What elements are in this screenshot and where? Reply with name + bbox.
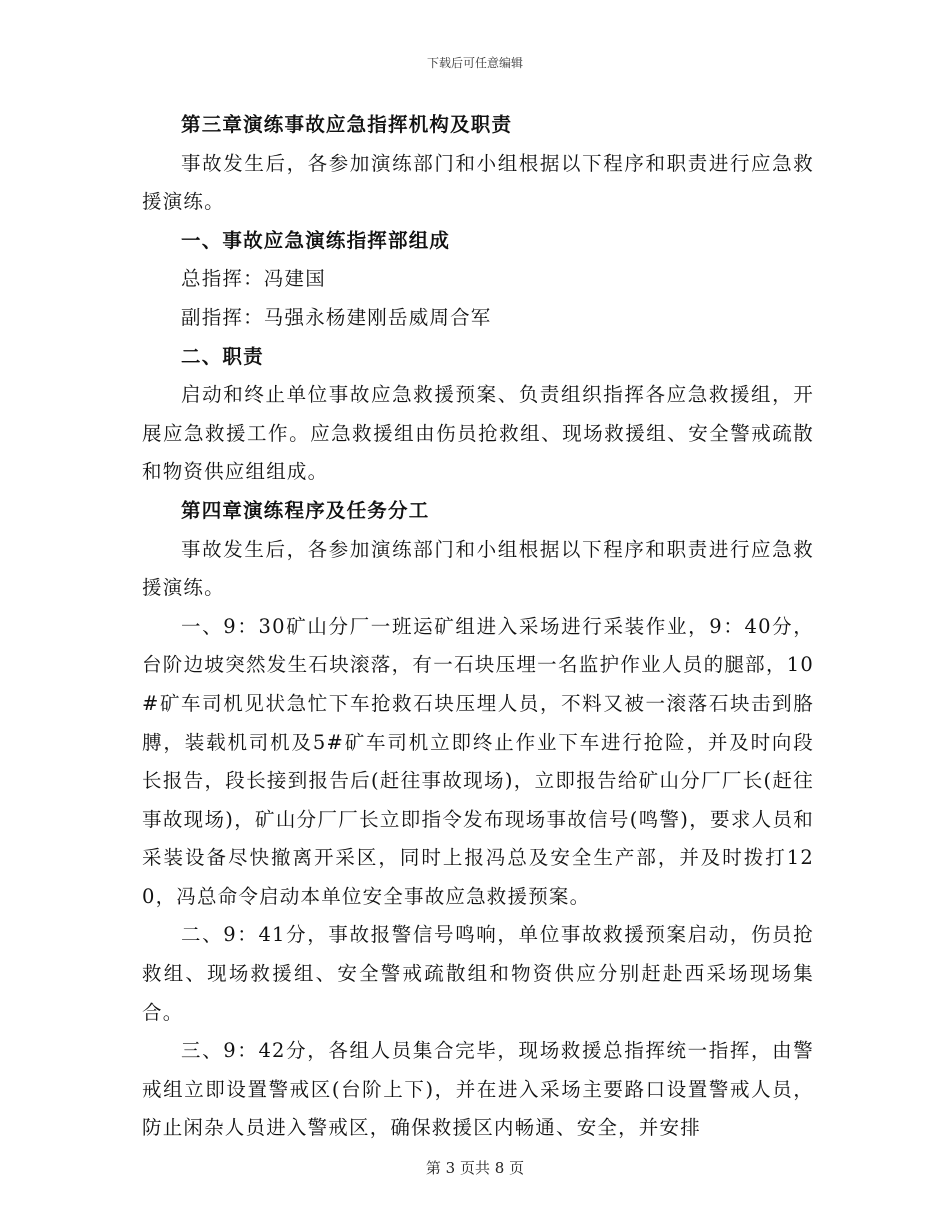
paragraph-deputy-commander: 副指挥：马强永杨建刚岳威周合军	[181, 305, 492, 329]
paragraph-intro-1: 事故发生后，各参加演练部门和小组根据以下程序和职责进行应急救援演练。	[142, 151, 814, 214]
page-header: 下载后可任意编辑	[426, 56, 523, 70]
paragraph-step-1: 一、9：30矿山分厂一班运矿组进入采场进行采装作业，9：40分，台阶边坡突然发生石块滚落，有一石块压埋一名监护作业人员的腿部，10#矿车司机见状急忙下车抢救石块压埋人员，不料又被一滚落石块击到胳膊，装载机司机及5#矿车司机立即终止作业下车进行抢险，并及时向段长报告，段长接到报告后(赶往事故现场)，立即报告给矿山分厂厂长(赶往事故现场)，矿山分厂厂长立即指令发布现场事故信号(鸣警)，要求人员和采装设备尽快撤离开采区，同时上报冯总及安全生产部，并及时拨打120，冯总命令启动本单位安全事故应急救援预案。	[142, 614, 814, 908]
paragraph-intro-2: 事故发生后，各参加演练部门和小组根据以下程序和职责进行应急救援演练。	[142, 537, 814, 600]
chapter-4-heading: 第四章演练程序及任务分工	[181, 498, 430, 522]
chapter-3-heading: 第三章演练事故应急指挥机构及职责	[181, 113, 513, 136]
document-body	[142, 106, 814, 1148]
page-footer: 第 3 页共 8 页	[425, 1159, 525, 1177]
section-heading-command-composition: 一、事故应急演练指挥部组成	[181, 228, 451, 252]
paragraph-chief-commander: 总指挥：冯建国	[181, 267, 326, 291]
section-heading-duties: 二、职责	[181, 344, 264, 368]
paragraph-step-2: 二、9：41分，事故报警信号鸣响，单位事故救援预案启动，伤员抢救组、现场救援组、安全警戒疏散组和物资供应分别赶赴西采场现场集合。	[142, 923, 814, 1024]
paragraph-duties: 启动和终止单位事故应急救援预案、负责组织指挥各应急救援组，开展应急救援工作。应急救援组由伤员抢救组、现场救援组、安全警戒疏散和物资供应组组成。	[142, 383, 814, 484]
paragraph-step-3: 三、9：42分，各组人员集合完毕，现场救援总指挥统一指挥，由警戒组立即设置警戒区(台阶上下)，并在进入采场主要路口设置警戒人员，防止闲杂人员进入警戒区，确保救援区内畅通、安全，并安排	[142, 1039, 814, 1140]
